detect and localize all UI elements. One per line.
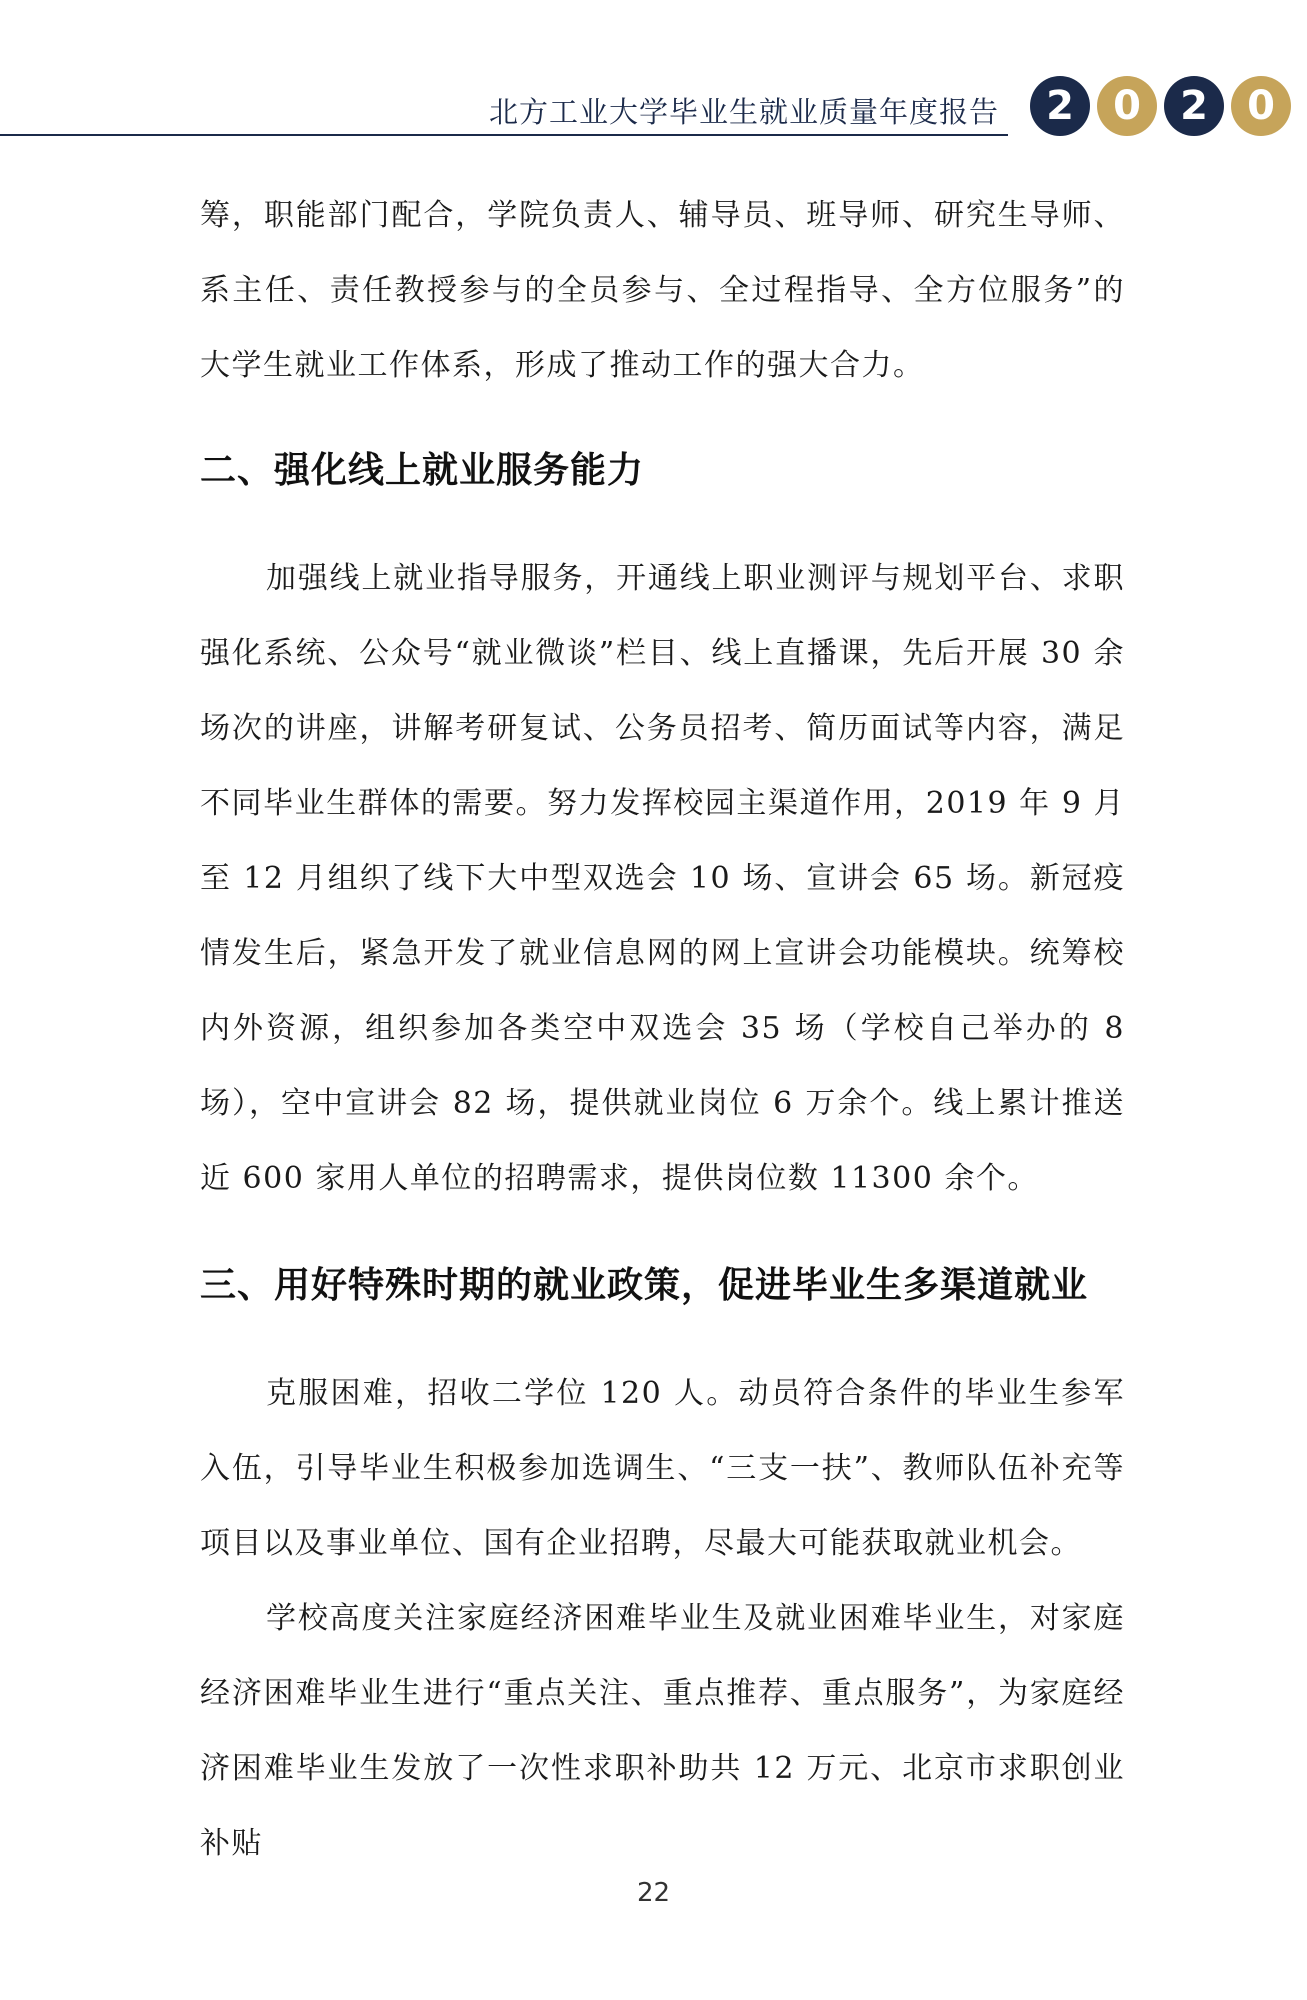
report-title: 北方工业大学毕业生就业质量年度报告 [488, 95, 999, 129]
section-paragraph-policy-2: 学校高度关注家庭经济困难毕业生及就业困难毕业生，对家庭经济困难毕业生进行“重点关注、重点推荐、重点服务”，为家庭经济困难毕业生发放了一次性求职补助共 12 万元、北京市求职创业补贴 [200, 1601, 1125, 1861]
section-paragraph-policy-1: 克服困难，招收二学位 120 人。动员符合条件的毕业生参军入伍，引导毕业生积极参加选调生、“三支一扶”、教师队伍补充等项目以及事业单位、国有企业招聘，尽最大可能获取就业机会。 [200, 1376, 1125, 1561]
page-header [0, 0, 1307, 150]
year-digit-2: 0 [1097, 76, 1157, 136]
page-number: 22 [636, 1878, 671, 1908]
section-paragraph-online-services: 加强线上就业指导服务，开通线上职业测评与规划平台、求职强化系统、公众号“就业微谈”栏目、线上直播课，先后开展 30 余场次的讲座，讲解考研复试、公务员招考、简历面试等内容，满足不同毕业生群体的需要。努力发挥校园主渠道作用，2019 年 9 月至 12 月组织了线下大中型双选会 10 场、宣讲会 65 场。新冠疫情发生后，紧急开发了就业信息网的网上宣讲会功能模块。统筹校内外资源，组织参加各类空中双选会 35 场（学校自己举办的 8 场），空中宣讲会 82 场，提供就业岗位 6 万余个。线上累计推送近 600 家用人单位的招聘需求，提供岗位数 11300 余个。 [200, 561, 1125, 1196]
page-body [200, 178, 1125, 1881]
year-badge [1030, 76, 1291, 136]
year-digit-1: 2 [1030, 76, 1090, 136]
section-heading-employment-policy: 三、用好特殊时期的就业政策，促进毕业生多渠道就业 [200, 1265, 1089, 1306]
intro-paragraph: 筹，职能部门配合，学院负责人、辅导员、班导师、研究生导师、系主任、责任教授参与的全员参与、全过程指导、全方位服务”的大学生就业工作体系，形成了推动工作的强大合力。 [200, 198, 1125, 383]
year-digit-4: 0 [1231, 76, 1291, 136]
year-digit-3: 2 [1164, 76, 1224, 136]
header-divider [0, 134, 1008, 136]
section-heading-online-services: 二、强化线上就业服务能力 [200, 450, 645, 491]
